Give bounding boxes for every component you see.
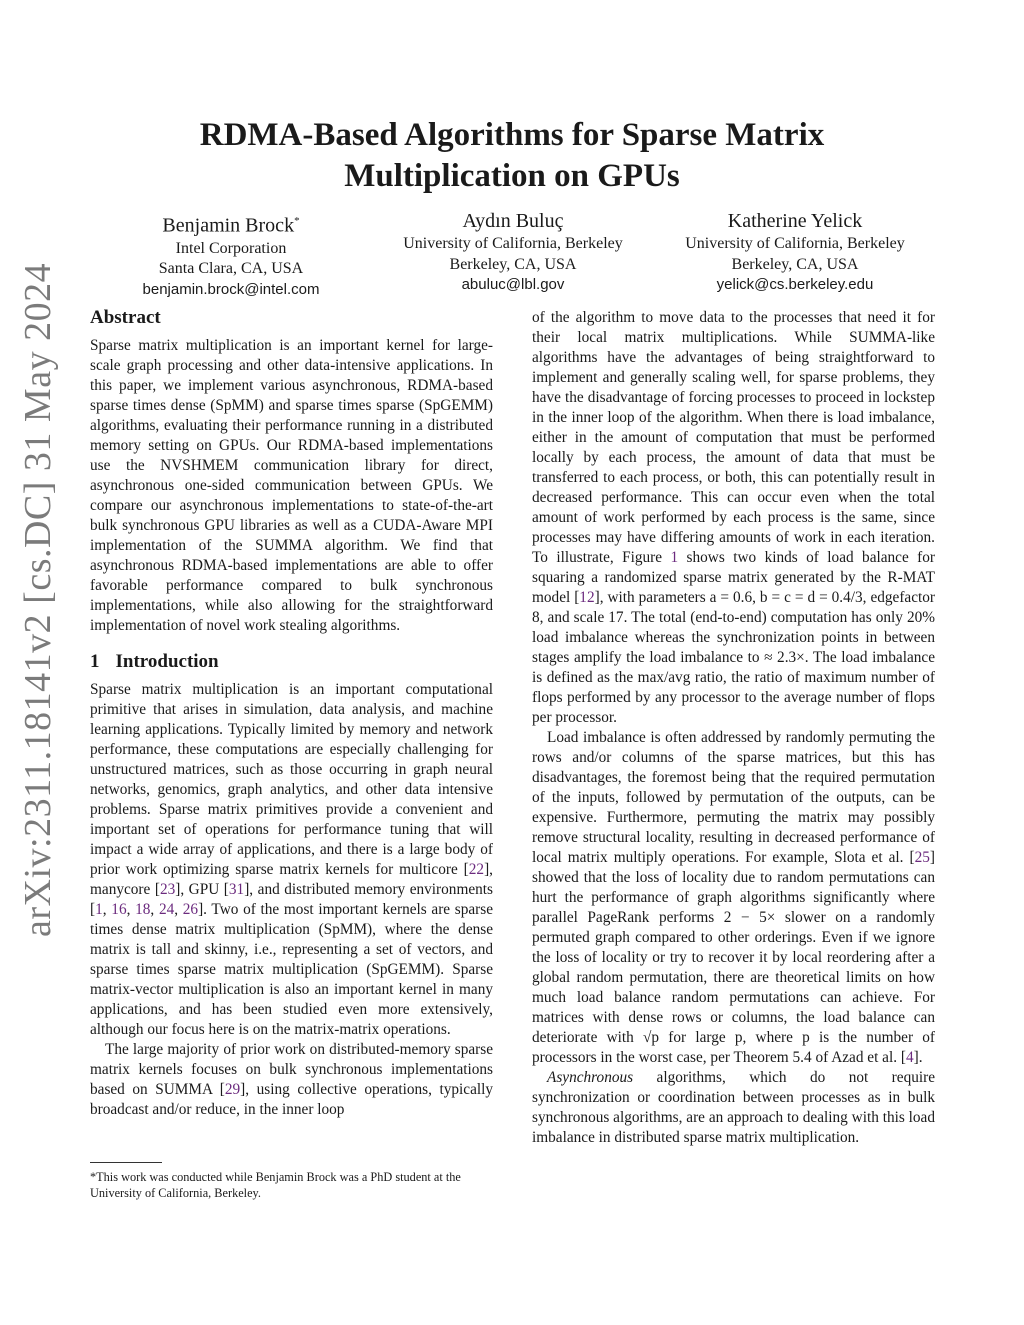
abstract-text: Sparse matrix multiplication is an important kernel for large-scale graph processing and other data-intensive applications. In this paper, we implement various asynchronous, RDMA-based sparse times dense (SpMM) and sparse times sparse (SpGEMM) algorithms, evaluating their performance running in a distributed memory setting on GPUs. Our RDMA-based implementations use the NVSHMEM communication library for direct, asynchronous one-sided communication between GPUs. We compare our asynchronous implementations to state-of-the-art bulk synchronous GPU libraries as well as a CUDA-Aware MPI implementation of the SUMMA algorithm. We find that asynchronous RDMA-based implementations are able to offer favorable performance compared to bulk synchronous implementations, while also allowing for the straightforward implementation of novel work stealing algorithms. [90,337,493,634]
citation-link[interactable]: 31 [228,881,245,898]
citation-link[interactable]: 12 [579,589,595,606]
citation-link[interactable]: 18 [135,901,151,918]
author-affiliation: University of California, Berkeley [685,235,905,252]
citation-link[interactable]: 25 [914,849,930,866]
title-line-1: RDMA-Based Algorithms for Sparse Matrix [199,117,825,153]
citation-link[interactable]: 16 [111,901,127,918]
author-2 [372,208,654,300]
paper-title [130,115,894,197]
intro-paragraph-5: Asynchronous algorithms, which do not require synchronization or coordination between processes as in bulk synchronous algorithms, are an approach to dealing with this load imbalance in distributed sparse matrix multiplication. [532,1069,935,1146]
abstract-heading: Abstract [90,307,161,328]
section-title: Introduction [115,651,219,672]
emphasis: Asynchronous [547,1069,634,1086]
intro-paragraph-3: of the algorithm to move data to the processes that need it for their local matrix multiplications. While SUMMA-like algorithms have the advantages of being straightforward to implement and generally scaling well, for sparse problems, they have the disadvantage of forcing processes to proceed in lockstep in the inner loop of the algorithm. When there is load imbalance, either in the amount of computation that must be performed locally by each process, the amount of data that must be transferred to each process, or both, this can potentially result in decreased performance. This can occur even when the total amount of work performed by each process is the same, since processes may have differing amounts of work in each iteration. To illustrate, Figure 1 shows two kinds of load balance for squaring a randomized sparse matrix generated by the R-MAT model [12], with parameters a = 0.6, b = c = d = 0.4/3, edgefactor 8, and scale 17. The total (end-to-end) computation has only 20% load imbalance whereas the synchronization points in between stages amplify the load imbalance to ≈ 2.3×. The load imbalance is defined as the max/avg ratio, the ratio of maximum number of flops performed by any processor to the average number of flops per processor. [532,309,936,726]
intro-paragraph-2: The large majority of prior work on distributed-memory sparse matrix kernels focuses on bulk synchronous implementations based on SUMMA [29], using collective operations, typically broadcast and/or reduce, in the inner loop [90,1041,494,1118]
author-email[interactable]: yelick@cs.berkeley.edu [716,276,874,293]
author-3 [654,208,936,300]
arxiv-identifier[interactable]: arXiv:2311.18141v2 [cs.DC] 31 May 2024 [17,262,59,937]
author-email[interactable]: abuluc@lbl.gov [461,276,565,293]
citation-link[interactable]: 23 [159,881,176,898]
author-location: Santa Clara, CA, USA [158,260,304,278]
intro-paragraph-1: Sparse matrix multiplication is an important computational primitive that arises in simulation, data analysis, and machine learning applications. Typically limited by memory and network performance, these computations are especially challenging for unstructured matrices, such as those occurring in graph neural networks, genomics, graph analytics, and other data intensive problems. Sparse matrix primitives provide a convenient and important set of operations for performance tuning that will impact a wide array of applications, and there is a large body of prior work optimizing sparse matrix kernels for multicore [22], manycore [23], GPU [31], and distributed memory environments [1, 16, 18, 24, 26]. Two of the most important kernels are sparse times dense matrix multiplication (SpMM), where the dense matrix is tall and skinny, i.e., representing a set of vectors, and sparse times sparse matrix multiplication (SpGEMM). Sparse matrix-vector multiplication is also an important kernel in many applications, and has been studied even more extensively, although our focus here is on the matrix-matrix operations. [90,681,494,1038]
footnote: *This work was conducted while Benjamin Brock was a PhD student at the University of California, Berkeley. [90,1170,461,1200]
author-location: Berkeley, CA, USA [449,255,577,273]
citation-link[interactable]: 4 [905,1049,914,1066]
footnote-mark: * [294,215,300,227]
footnote-rule [90,1162,162,1163]
left-column [90,306,493,1120]
section-number: 1 [90,651,100,672]
author-name: Aydın Buluç [462,210,564,232]
right-column [532,308,935,1148]
section-heading-introduction [90,650,493,674]
author-1 [90,208,372,300]
author-name: Benjamin Brock [162,214,295,237]
citation-link[interactable]: 1 [95,901,103,918]
citation-link[interactable]: 26 [182,901,199,918]
author-affiliation: Intel Corporation [175,239,287,257]
author-email[interactable]: benjamin.brock@intel.com [142,280,320,298]
author-block [90,208,936,300]
intro-paragraph-4: Load imbalance is often addressed by randomly permuting the rows and/or columns of the sparse matrices, but this has disadvantages, the foremost being that the required permutation of the inputs, followed by permutation of the outputs, can be expensive. Furthermore, permuting the matrix may possibly remove structural locality, resulting in decreased performance of local matrix multiply operations. For example, Slota et al. [25] showed that the loss of locality due to random permutations can hurt the performance of graph algorithms significantly where parallel PageRank performs 2 − 5× slower on a randomly permuted graph compared to other orderings. Even if we ignore the loss of locality or try to recover it by local reordering after a global random permutation, there are theoretical limits on how much load balance random permutations can achieve. For matrices with dense rows or columns, the load balance can deteriorate with √p for large p, where p is the number of processors in the worst case, per Theorem 5.4 of Azad et al. [4]. [532,729,935,1066]
citation-link[interactable]: 29 [224,1081,241,1098]
author-affiliation: University of California, Berkeley [403,235,623,252]
author-name: Katherine Yelick [727,210,863,232]
citation-link[interactable]: 22 [468,861,485,878]
author-location: Berkeley, CA, USA [731,255,859,273]
figure-link[interactable]: 1 [670,549,679,566]
title-line-2: Multiplication on GPUs [344,158,680,194]
citation-link[interactable]: 24 [158,901,175,918]
